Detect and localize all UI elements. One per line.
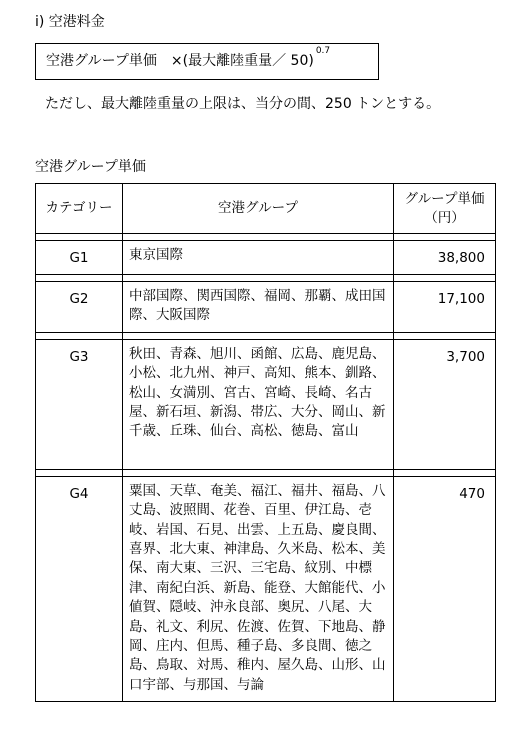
header-group-price-label: グループ単価（円） xyxy=(404,190,485,226)
table-row xyxy=(36,476,496,701)
formula-unit-price: 空港グループ単価 xyxy=(46,53,157,69)
table-spacer-row xyxy=(36,275,496,282)
formula-weight-term: ×(最大離陸重量／ 50) xyxy=(170,53,314,69)
row-airports: 秋田、青森、旭川、函館、広島、鹿児島、小松、北九州、神戸、高知、熊本、釧路、松山、女満別、宮古、宮崎、長崎、名古屋、新石垣、新潟、帯広、大分、岡山、新千歳、丘珠、仙台、高松、徳島、富山 xyxy=(123,339,394,469)
table-spacer-row xyxy=(36,332,496,339)
fee-formula-box xyxy=(35,43,379,80)
header-airport-group: 空港グループ xyxy=(123,184,394,234)
row-category: G3 xyxy=(36,339,123,469)
row-price: 17,100 xyxy=(394,282,496,333)
table-row xyxy=(36,241,496,275)
weight-limit-note: ただし、最大離陸重量の上限は、当分の間、250 トンとする。 xyxy=(45,96,441,112)
table-row xyxy=(36,282,496,333)
row-airports: 粟国、天草、奄美、福江、福井、福島、八丈島、波照間、花巻、百里、伊江島、壱岐、岩国、石見、出雲、上五島、慶良間、喜界、北大東、神津島、久米島、松本、美保、南大東、三沢、三宅島、紋別、中標津、南紀白浜、新島、能登、大館能代、小値賀、隠岐、沖永良部、奥尻、八尾、大島、礼文、利尻、佐渡、佐賀、下地島、静岡、庄内、但馬、種子島、多良間、徳之島、鳥取、対馬、稚内、屋久島、山形、山口宇部、与那国、与論 xyxy=(123,476,394,701)
table-spacer-row xyxy=(36,234,496,241)
table-title: 空港グループ単価 xyxy=(35,159,146,175)
row-category: G2 xyxy=(36,282,123,333)
table-spacer-row xyxy=(36,469,496,476)
row-price: 38,800 xyxy=(394,241,496,275)
row-category: G1 xyxy=(36,241,123,275)
row-price: 470 xyxy=(394,476,496,701)
row-price: 3,700 xyxy=(394,339,496,469)
header-category: カテゴリー xyxy=(36,184,123,234)
section-heading: i) 空港料金 xyxy=(35,14,105,30)
airport-group-price-table xyxy=(35,183,496,702)
table-row xyxy=(36,339,496,469)
formula-exponent: 0.7 xyxy=(315,46,331,56)
table-header-row xyxy=(36,184,496,234)
row-airports: 中部国際、関西国際、福岡、那覇、成田国際、大阪国際 xyxy=(123,282,394,333)
header-group-price xyxy=(394,184,496,234)
row-category: G4 xyxy=(36,476,123,701)
row-airports: 東京国際 xyxy=(123,241,394,275)
